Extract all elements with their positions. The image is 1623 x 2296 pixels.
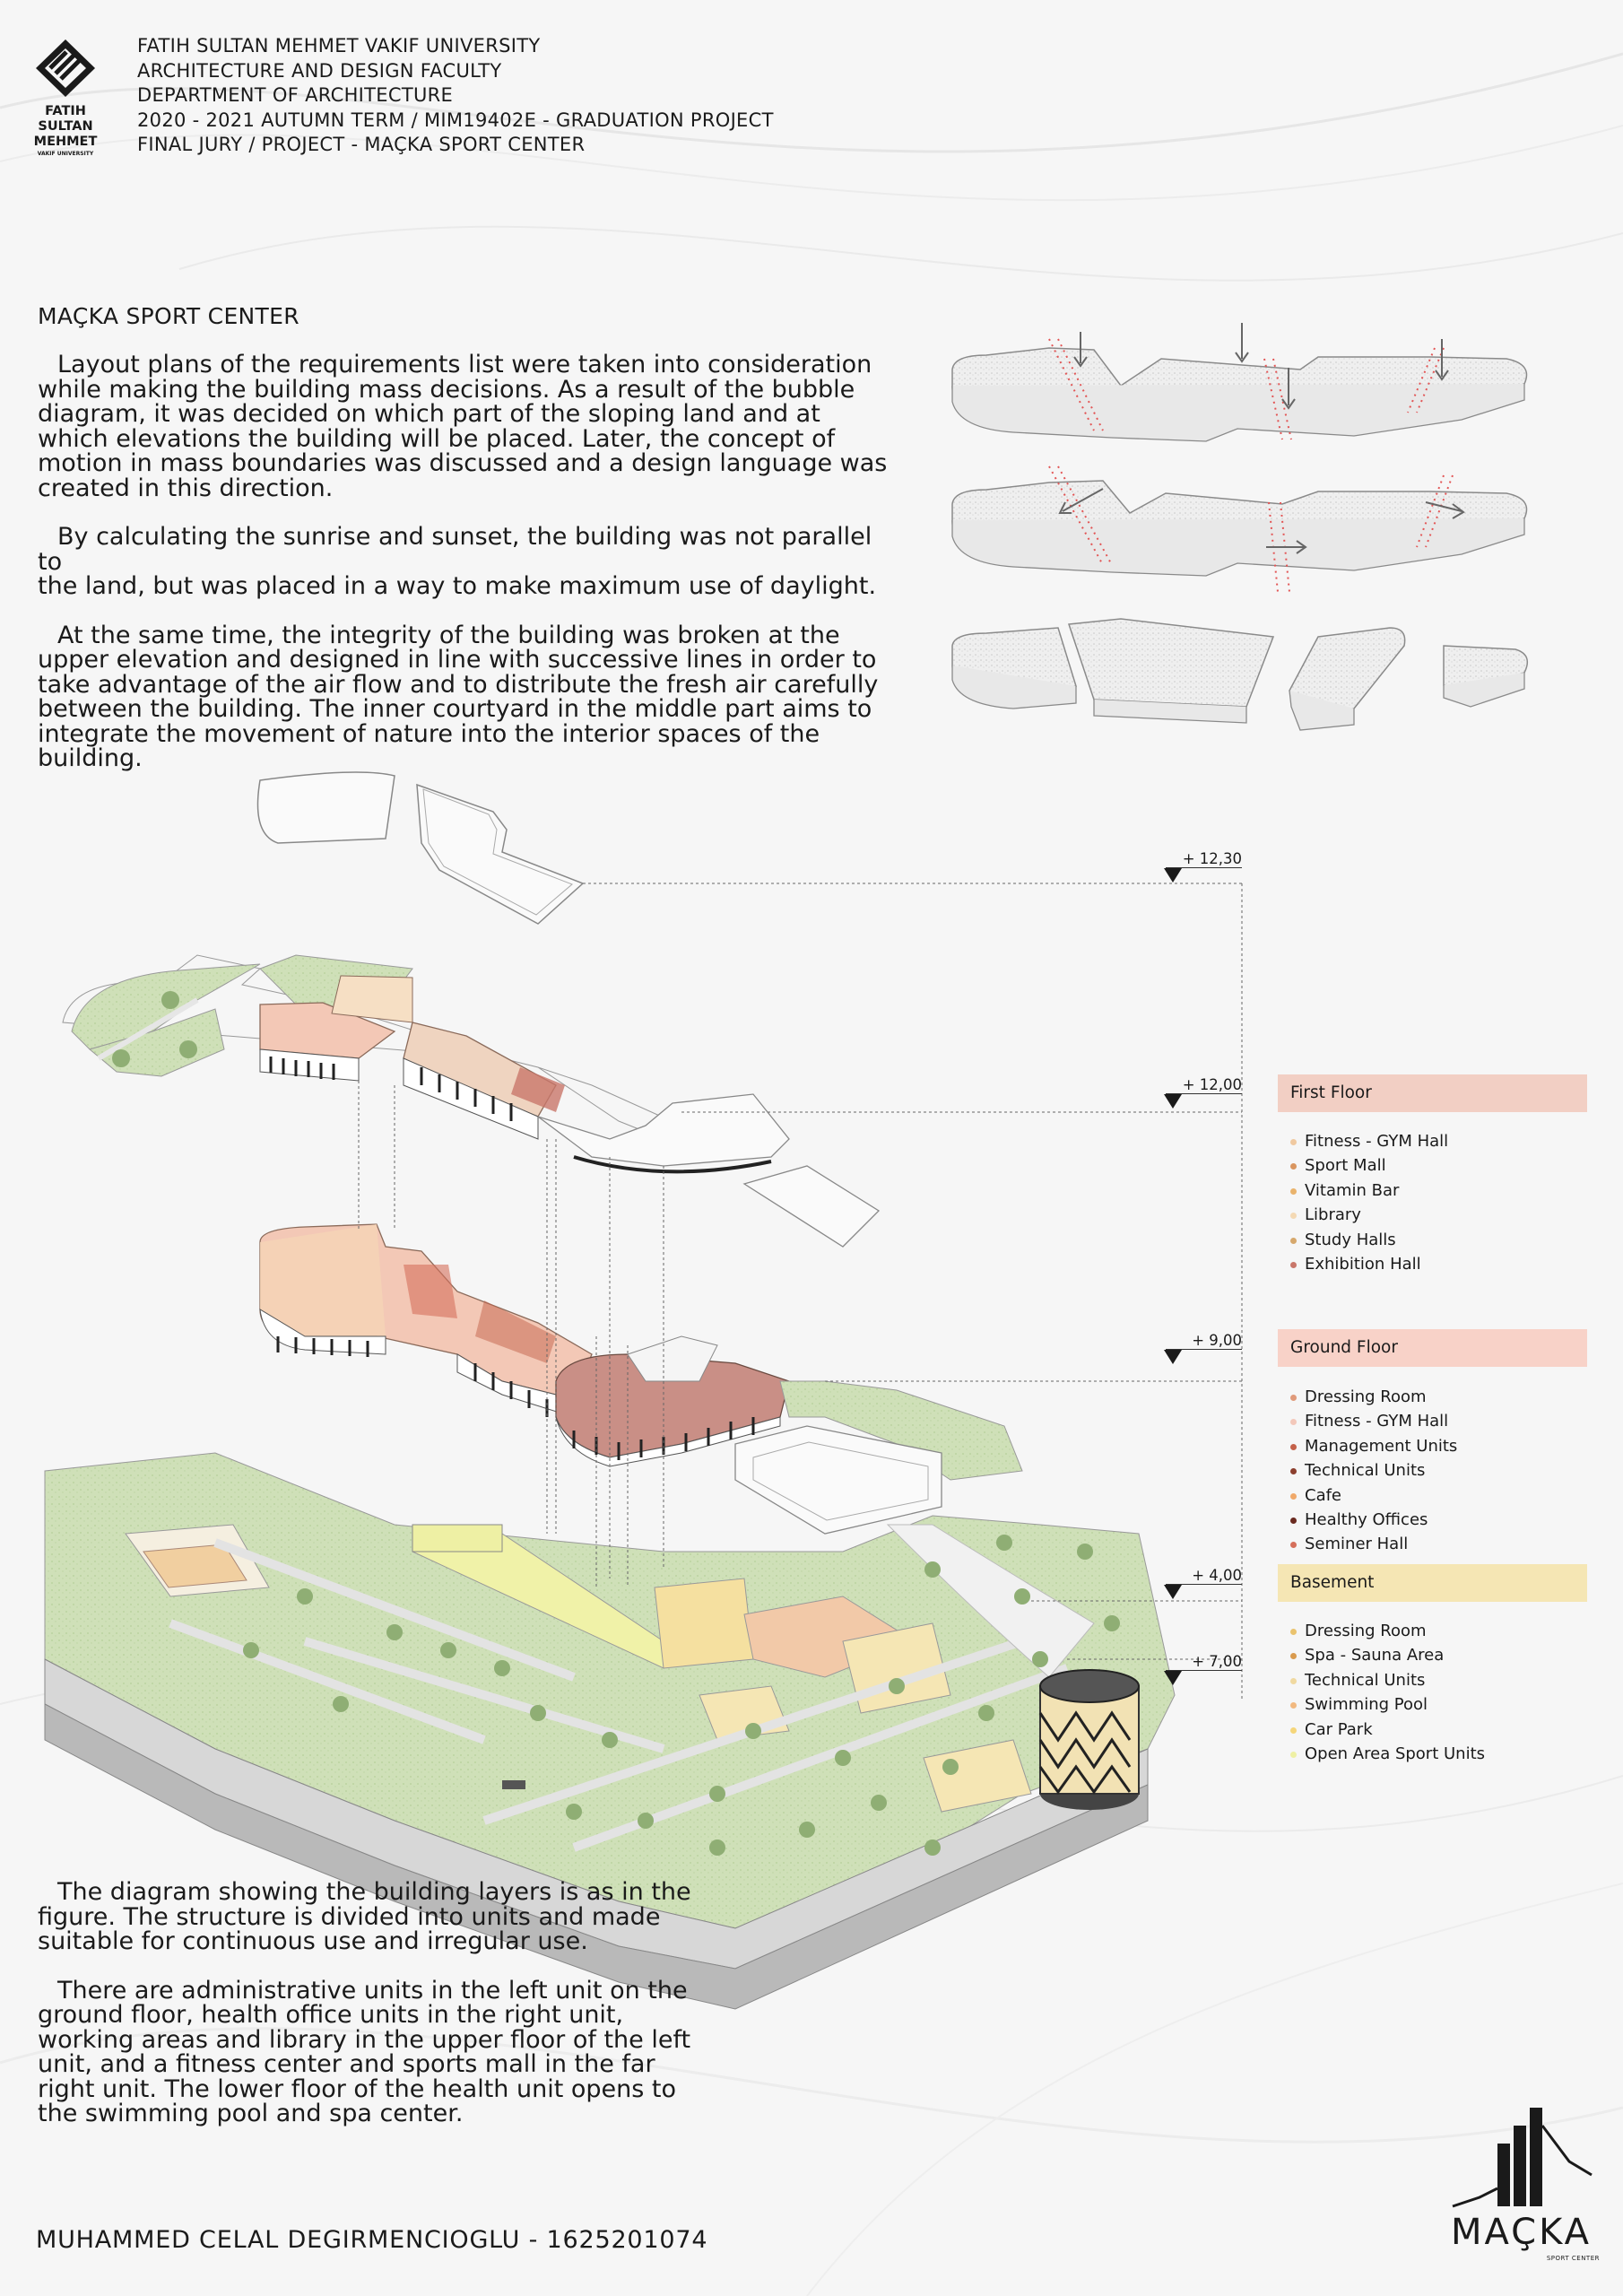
legend-item: [1289, 1203, 1448, 1227]
legend-list-basement: [1289, 1619, 1485, 1766]
text-line: motion in mass boundaries was discussed and a design language was: [38, 449, 888, 477]
color-dot-icon: [1290, 1262, 1297, 1268]
legend-item-label: Library: [1305, 1205, 1361, 1225]
legend-item: [1289, 1668, 1485, 1692]
legend-item: [1289, 1252, 1448, 1276]
legend-item: [1289, 1692, 1485, 1717]
color-dot-icon: [1290, 1163, 1297, 1170]
intro-paragraph: [38, 623, 898, 771]
author-credit: MUHAMMED CELAL DEGIRMENCIOGLU - 1625201074: [36, 2226, 708, 2254]
legend-item: [1289, 1385, 1457, 1409]
color-dot-icon: [1290, 1139, 1297, 1145]
color-dot-icon: [1290, 1653, 1297, 1659]
color-dot-icon: [1290, 1444, 1297, 1450]
elevation-marker: [1166, 1653, 1242, 1671]
first-floor-layer: [63, 955, 879, 1247]
text-line: working areas and library in the upper floor of the left: [38, 2025, 691, 2054]
legend-item: [1289, 1434, 1457, 1458]
color-dot-icon: [1290, 1419, 1297, 1425]
legend-item: [1289, 1458, 1457, 1483]
legend-item: [1289, 1508, 1457, 1532]
ground-floor-layer: [260, 1224, 1022, 1534]
color-dot-icon: [1290, 1213, 1297, 1219]
text-line: building.: [38, 744, 143, 772]
legend-item-label: Cafe: [1305, 1485, 1342, 1505]
legend-item-label: Study Halls: [1305, 1230, 1396, 1249]
color-dot-icon: [1290, 1678, 1297, 1684]
elevation-marker: [1166, 1332, 1242, 1350]
legend-item: [1289, 1178, 1448, 1203]
color-dot-icon: [1290, 1395, 1297, 1401]
legend-item-label: Sport Mall: [1305, 1156, 1386, 1176]
intro-paragraph: [38, 352, 898, 500]
brand-subtitle: SPORT CENTER: [1546, 2255, 1600, 2262]
text-line: while making the building mass decisions. As a result of the bubble: [38, 375, 855, 404]
text-line: the land, but was placed in a way to make maximum use of daylight.: [38, 572, 877, 600]
macka-brand-logo: [1444, 2090, 1605, 2269]
description-paragraph: [38, 1880, 719, 1954]
text-line: figure. The structure is divided into units and made: [38, 1902, 661, 1931]
legend-item-label: Vitamin Bar: [1305, 1180, 1400, 1200]
logo-line: MEHMET: [33, 135, 98, 149]
massing-diagram: [942, 323, 1596, 735]
legend-item-label: Technical Units: [1305, 1670, 1426, 1690]
description-paragraph: [38, 1976, 719, 2127]
legend-item: [1289, 1483, 1457, 1508]
legend-item: [1289, 1718, 1485, 1742]
legend-header-ground-floor: Ground Floor: [1278, 1329, 1587, 1367]
level-triangle-icon: [1164, 868, 1182, 884]
university-emblem-icon: [30, 38, 100, 100]
level-triangle-icon: [1164, 1350, 1182, 1366]
text-line: between the building. The inner courtyard in the middle part aims to: [38, 695, 872, 723]
header-line: FATIH SULTAN MEHMET VAKIF UNIVERSITY: [137, 35, 541, 57]
header-line: ARCHITECTURE AND DESIGN FACULTY: [137, 59, 502, 82]
text-line: diagram, it was decided on which part of the sloping land and at: [38, 400, 820, 428]
legend-item-label: Fitness - GYM Hall: [1305, 1412, 1449, 1431]
legend-item: [1289, 1643, 1485, 1667]
legend-item-label: Dressing Room: [1305, 1387, 1427, 1406]
header-line: 2020 - 2021 AUTUMN TERM / MIM19402E - GRADUATION PROJECT: [137, 109, 774, 131]
mass-step-1: [952, 323, 1527, 441]
building-skyline-icon: [1444, 2090, 1605, 2224]
roof-layer: [258, 772, 584, 924]
color-dot-icon: [1290, 1752, 1297, 1758]
legend-item-label: Exhibition Hall: [1305, 1255, 1421, 1274]
logo-line: FATIH: [45, 104, 86, 118]
text-line: There are administrative units in the left unit on the: [57, 1976, 688, 2005]
text-line: integrate the movement of nature into the interior spaces of the: [38, 719, 820, 748]
text-line: upper elevation and designed in line with successive lines in order to: [38, 646, 877, 674]
legend-item-label: Dressing Room: [1305, 1622, 1427, 1640]
elevation-label: + 7,00: [1166, 1653, 1242, 1671]
elevation-label: + 12,30: [1166, 850, 1242, 868]
elevation-label: + 12,00: [1166, 1076, 1242, 1094]
legend-list-first-floor: [1289, 1129, 1448, 1276]
text-line: unit, and a fitness center and sports mall in the far: [38, 2050, 655, 2078]
legend-item-label: Technical Units: [1305, 1461, 1426, 1481]
section-title: MAÇKA SPORT CENTER: [38, 303, 299, 329]
elevation-marker: [1166, 1076, 1242, 1094]
level-triangle-icon: [1164, 1585, 1182, 1601]
legend-item: [1289, 1153, 1448, 1178]
legend-item: [1289, 1742, 1485, 1766]
elevation-label: + 4,00: [1166, 1567, 1242, 1585]
text-line: The diagram showing the building layers is as in the: [57, 1878, 691, 1906]
text-line: take advantage of the air flow and to distribute the fresh air carefully: [38, 670, 879, 699]
header-line: DEPARTMENT OF ARCHITECTURE: [137, 84, 454, 106]
legend-item-label: Open Area Sport Units: [1305, 1744, 1486, 1764]
color-dot-icon: [1290, 1238, 1297, 1244]
legend-header-first-floor: First Floor: [1278, 1074, 1587, 1112]
legend-item-label: Spa - Sauna Area: [1305, 1646, 1445, 1665]
color-dot-icon: [1290, 1542, 1297, 1548]
text-line: At the same time, the integrity of the building was broken at the: [57, 621, 840, 649]
intro-text: [38, 352, 898, 771]
university-logo: [30, 38, 100, 158]
legend-item: [1289, 1619, 1485, 1643]
exploded-axonometric-diagram: [36, 762, 1273, 2036]
color-dot-icon: [1290, 1727, 1297, 1734]
legend-item: [1289, 1129, 1448, 1153]
text-line: By calculating the sunrise and sunset, the building was not parallel to: [38, 523, 872, 576]
mass-step-2: [952, 466, 1527, 592]
legend-item-label: Management Units: [1305, 1436, 1458, 1456]
logo-line: VAKIF UNIVERSITY: [37, 151, 94, 157]
text-line: suitable for continuous use and irregular use.: [38, 1927, 588, 1955]
color-dot-icon: [1290, 1702, 1297, 1709]
intro-paragraph: [38, 525, 898, 599]
header-block: [137, 34, 774, 158]
elevation-marker: [1166, 850, 1242, 868]
text-line: created in this direction.: [38, 474, 334, 502]
header-line: FINAL JURY / PROJECT - MAÇKA SPORT CENTER: [137, 134, 586, 155]
legend-item-label: Swimming Pool: [1305, 1695, 1428, 1715]
logo-line: SULTAN: [38, 119, 93, 134]
color-dot-icon: [1290, 1188, 1297, 1195]
color-dot-icon: [1290, 1518, 1297, 1524]
elevation-marker: [1166, 1567, 1242, 1585]
text-line: right unit. The lower floor of the health unit opens to: [38, 2074, 677, 2103]
text-line: the swimming pool and spa center.: [38, 2100, 464, 2127]
legend-list-ground-floor: [1289, 1385, 1457, 1557]
color-dot-icon: [1290, 1493, 1297, 1500]
legend-item-label: Seminer Hall: [1305, 1535, 1409, 1554]
legend-header-basement: Basement: [1278, 1564, 1587, 1602]
elevation-label: + 9,00: [1166, 1332, 1242, 1350]
legend-item-label: Healthy Offices: [1305, 1510, 1428, 1530]
brand-name: MAÇKA: [1451, 2212, 1592, 2253]
description-text: [38, 1880, 719, 2126]
level-triangle-icon: [1164, 1671, 1182, 1687]
legend-item-label: Fitness - GYM Hall: [1305, 1132, 1449, 1151]
legend-item: [1289, 1228, 1448, 1252]
level-triangle-icon: [1164, 1094, 1182, 1110]
text-line: which elevations the building will be placed. Later, the concept of: [38, 424, 836, 453]
color-dot-icon: [1290, 1629, 1297, 1635]
pavilion-tower: [1040, 1670, 1139, 1810]
text-line: ground floor, health office units in the right unit,: [38, 2001, 624, 2029]
mass-step-3: [952, 619, 1527, 730]
color-dot-icon: [1290, 1468, 1297, 1474]
legend-item-label: Car Park: [1305, 1719, 1373, 1739]
text-line: Layout plans of the requirements list were taken into consideration: [57, 351, 872, 378]
legend-item: [1289, 1532, 1457, 1556]
legend-item: [1289, 1409, 1457, 1433]
